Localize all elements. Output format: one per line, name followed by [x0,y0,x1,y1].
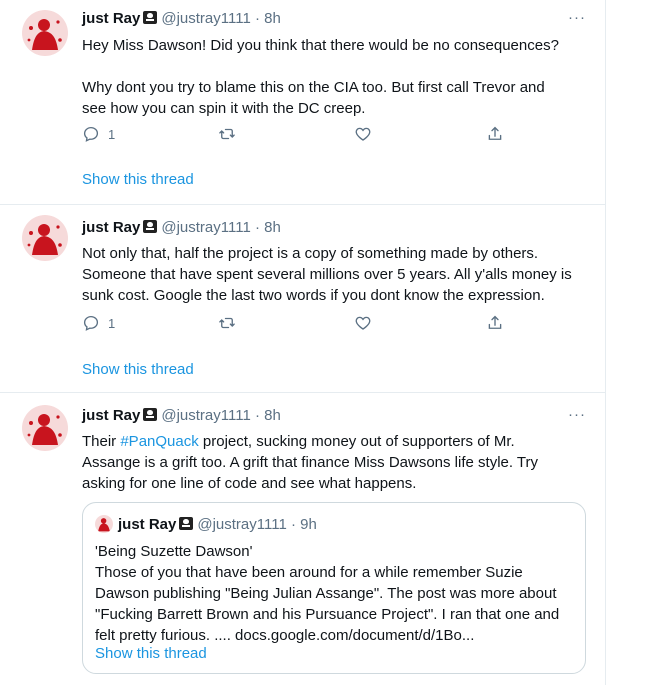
pirate-flag-icon [143,220,157,233]
tweet-text [82,243,592,306]
show-thread-link[interactable]: Show this thread [95,645,207,662]
tweet-actions [82,313,522,333]
retweet-icon [218,314,236,332]
handle: @justray1111 [197,516,287,533]
separator-dot: · [254,407,260,424]
text-line: asking for one line of code and see what happens. [82,475,417,492]
pirate-flag-icon [143,408,157,421]
retweet-icon [218,125,236,143]
tweet[interactable] [0,205,605,393]
tweet-text [82,35,592,119]
reply-count: 1 [108,126,116,142]
handle[interactable]: @justray1111 [161,407,251,424]
timestamp[interactable]: 8h [264,219,281,236]
more-options-icon[interactable]: ··· [568,406,586,423]
timestamp[interactable]: 8h [264,10,281,27]
tweet-header [82,9,281,29]
avatar [95,515,113,533]
display-name[interactable]: just Ray [82,219,141,236]
quoted-tweet-header [95,515,317,535]
avatar-image [22,405,68,451]
pirate-flag-icon [143,11,157,24]
text-line: Assange is a grift too. A grift that finance Miss Dawsons life style. Try [82,454,539,471]
show-thread-link[interactable]: Show this thread [82,171,194,188]
quoted-tweet-text [95,541,575,646]
text-line: Dawson publishing "Being Julian Assange". The post was more about [95,585,557,602]
text-line: sunk cost. Google the last two words if you dont know the expression. [82,287,545,304]
handle[interactable]: @justray1111 [161,10,251,27]
separator-dot: · [290,516,296,533]
avatar-image [95,515,113,533]
reply-icon [82,314,100,332]
text-line: "Fucking Barrett Brown and his Pursuance Project". I ran that one and [95,606,560,623]
reply-button[interactable] [82,313,115,333]
separator-dot: · [254,219,260,236]
avatar[interactable] [22,215,68,261]
display-name: just Ray [118,516,177,533]
heart-icon [354,125,372,143]
display-name[interactable]: just Ray [82,10,141,27]
text-line: Hey Miss Dawson! Did you think that there would be no consequences? [82,37,559,54]
text-line: Those of you that have been around for a while remember Suzie [95,564,523,581]
text-line: Not only that, half the project is a copy of something made by others. [82,245,539,262]
reply-icon [82,125,100,143]
quoted-tweet[interactable] [82,502,586,674]
pirate-flag-icon [179,517,193,530]
text-line: Why dont you try to blame this on the CIA too. But first call Trevor and [82,79,545,96]
text-line: see how you can spin it with the DC creep. [82,100,366,117]
timestamp: 9h [300,516,317,533]
tweet-actions [82,124,522,144]
text-line: 'Being Suzette Dawson' [95,543,253,560]
text-line [82,56,592,77]
avatar-image [22,215,68,261]
share-icon [486,314,504,332]
like-button[interactable] [354,313,372,333]
reply-button[interactable] [82,124,115,144]
timestamp[interactable]: 8h [264,407,281,424]
text-segment: project, sucking money out of supporters of Mr. [198,433,515,450]
display-name[interactable]: just Ray [82,407,141,424]
handle[interactable]: @justray1111 [161,219,251,236]
more-options-icon[interactable]: ··· [568,9,586,26]
retweet-button[interactable] [218,124,236,144]
text-segment: Their [82,433,121,450]
separator-dot: · [254,10,260,27]
share-button[interactable] [486,313,504,333]
text-line: Someone that have spent several millions over 5 years. All y'alls money is [82,266,572,283]
hashtag-link[interactable]: #PanQuack [120,433,199,450]
tweet-text [82,431,592,494]
text-line [82,431,592,452]
share-icon [486,125,504,143]
text-line: felt pretty furious. .... docs.google.com/document/d/1Bo... [95,627,475,644]
tweet[interactable] [0,0,605,205]
avatar[interactable] [22,405,68,451]
reply-count: 1 [108,315,116,331]
heart-icon [354,314,372,332]
retweet-button[interactable] [218,313,236,333]
avatar-image [22,10,68,56]
like-button[interactable] [354,124,372,144]
tweet-header [82,218,281,238]
avatar[interactable] [22,10,68,56]
tweet-header [82,406,281,426]
show-thread-link[interactable]: Show this thread [82,361,194,378]
share-button[interactable] [486,124,504,144]
